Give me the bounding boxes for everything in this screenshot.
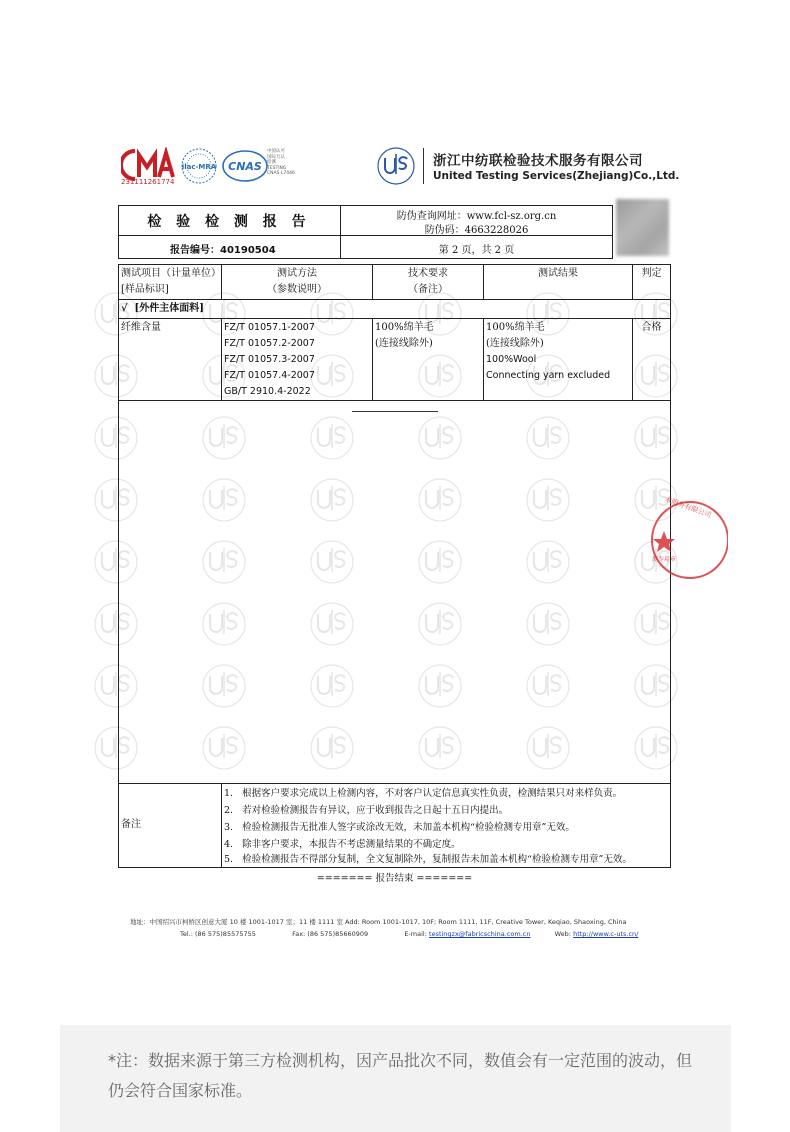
report-title: 检 验 检 测 报 告 xyxy=(147,214,311,230)
company-name-cn: 浙江中纺联检验技术服务有限公司 xyxy=(433,153,643,169)
report-number-label: 报告编号： xyxy=(170,245,220,256)
test-result: 100%绵羊毛 (连接线除外) 100%Wool Connecting yarn excluded xyxy=(486,322,611,381)
header-divider xyxy=(423,148,424,184)
svg-text:术服务有限公司: 术服务有限公司 xyxy=(663,495,713,520)
col-header-verdict: 判定 xyxy=(641,268,662,279)
remark-5: 5. 检验检测报告不得部分复制，全文复制除外，复制报告未加盖本机构“检验检测专用章”无效。 xyxy=(224,854,632,865)
cnas-accreditation-text: 中国认可 国际互认 检测 TESTING CNAS L7446 xyxy=(267,149,295,176)
footer-web-label: Web: xyxy=(554,930,571,938)
footer-address: 地址：中国绍兴市柯桥区创意大厦 10 楼 1001-1017 室；11 楼 1111 室 Add: Room 1001-1017, 10F; Room 1111, 11F, Creative Tower, Keqiao, Shaoxing, China xyxy=(130,918,627,926)
footer-email-link[interactable]: testingzx@fabricschina.com.cn xyxy=(429,930,531,938)
anti-fake-code: 防伪码：4663228026 xyxy=(424,225,529,236)
divider xyxy=(119,783,670,784)
footer-fax: Fax: (86 575)85660909 xyxy=(292,930,369,938)
cma-number: 231111261774 xyxy=(121,178,175,186)
divider xyxy=(483,318,484,400)
divider xyxy=(119,318,670,319)
divider xyxy=(119,299,670,300)
footer-web-link[interactable]: http://www.c-uts.cn/ xyxy=(573,930,639,938)
results-table xyxy=(118,264,671,868)
svg-text:测专用章: 测专用章 xyxy=(652,556,677,563)
disclaimer-note: *注：数据来源于第三方检测机构，因产品批次不同，数值会有一定范围的波动，但仍会符合国家标准。 xyxy=(108,1051,693,1100)
divider xyxy=(221,783,222,867)
divider xyxy=(221,318,222,400)
page-info: 第 2 页，共 2 页 xyxy=(438,245,515,256)
anti-fake-website: 防伪查询网址：www.fcl-sz.org.cn xyxy=(396,211,557,222)
uts-logo-icon xyxy=(376,146,416,186)
test-item: 纤维含量 xyxy=(121,322,161,333)
svg-text:ilac-MRA: ilac-MRA xyxy=(181,163,217,171)
report-number xyxy=(170,241,276,256)
report-end-mark: ======= 报告结束 ======= xyxy=(316,873,473,884)
test-methods: FZ/T 01057.1-2007 FZ/T 01057.2-2007 FZ/T 01057.3-2007 FZ/T 01057.4-2007 GB/T 2910.4-2022 xyxy=(224,322,315,397)
report-number-value: 40190504 xyxy=(220,245,276,256)
company-name-en: United Testing Services(Zhejiang)Co.,Ltd. xyxy=(433,170,680,182)
col-header-method: 测试方法 （参数说明） xyxy=(267,268,327,295)
col-header-item: 测试项目（计量单位） [样品标识] xyxy=(121,268,221,295)
blurred-qr-code xyxy=(616,199,669,256)
remarks-label: 备注 xyxy=(121,819,141,830)
remark-2: 2. 若对检验检测报告有异议，应于收到报告之日起十五日内提出。 xyxy=(224,805,509,816)
col-header-result: 测试结果 xyxy=(538,268,578,279)
official-stamp-icon xyxy=(648,495,728,585)
section-title: [外件主体面料] xyxy=(134,303,205,314)
verdict: 合格 xyxy=(641,322,662,333)
remark-4: 4. 除非客户要求，本报告不考虑测量结果的不确定度。 xyxy=(224,839,461,850)
divider xyxy=(372,318,373,400)
check-mark-icon: √ xyxy=(121,303,128,314)
footer-contacts xyxy=(180,930,638,938)
ilac-mra-logo-icon xyxy=(180,147,218,185)
divider xyxy=(352,411,438,412)
footer-tel: Tel.: (86 575)85575755 xyxy=(180,930,256,938)
section-row xyxy=(121,301,204,317)
remark-1: 1. 根据客户要求完成以上检测内容，不对客户认定信息真实性负责，检测结果只对来样负责。 xyxy=(224,788,623,799)
svg-text:CNAS: CNAS xyxy=(228,160,262,173)
footer-email-label: E-mail: xyxy=(404,930,427,938)
col-header-requirement: 技术要求 （备注） xyxy=(408,268,448,295)
technical-requirement: 100%绵羊毛 (连接线除外) xyxy=(375,322,434,349)
divider xyxy=(119,400,670,401)
remark-3: 3. 检验检测报告无批准人签字或涂改无效，未加盖本机构“检验检测专用章”无效。 xyxy=(224,822,575,833)
